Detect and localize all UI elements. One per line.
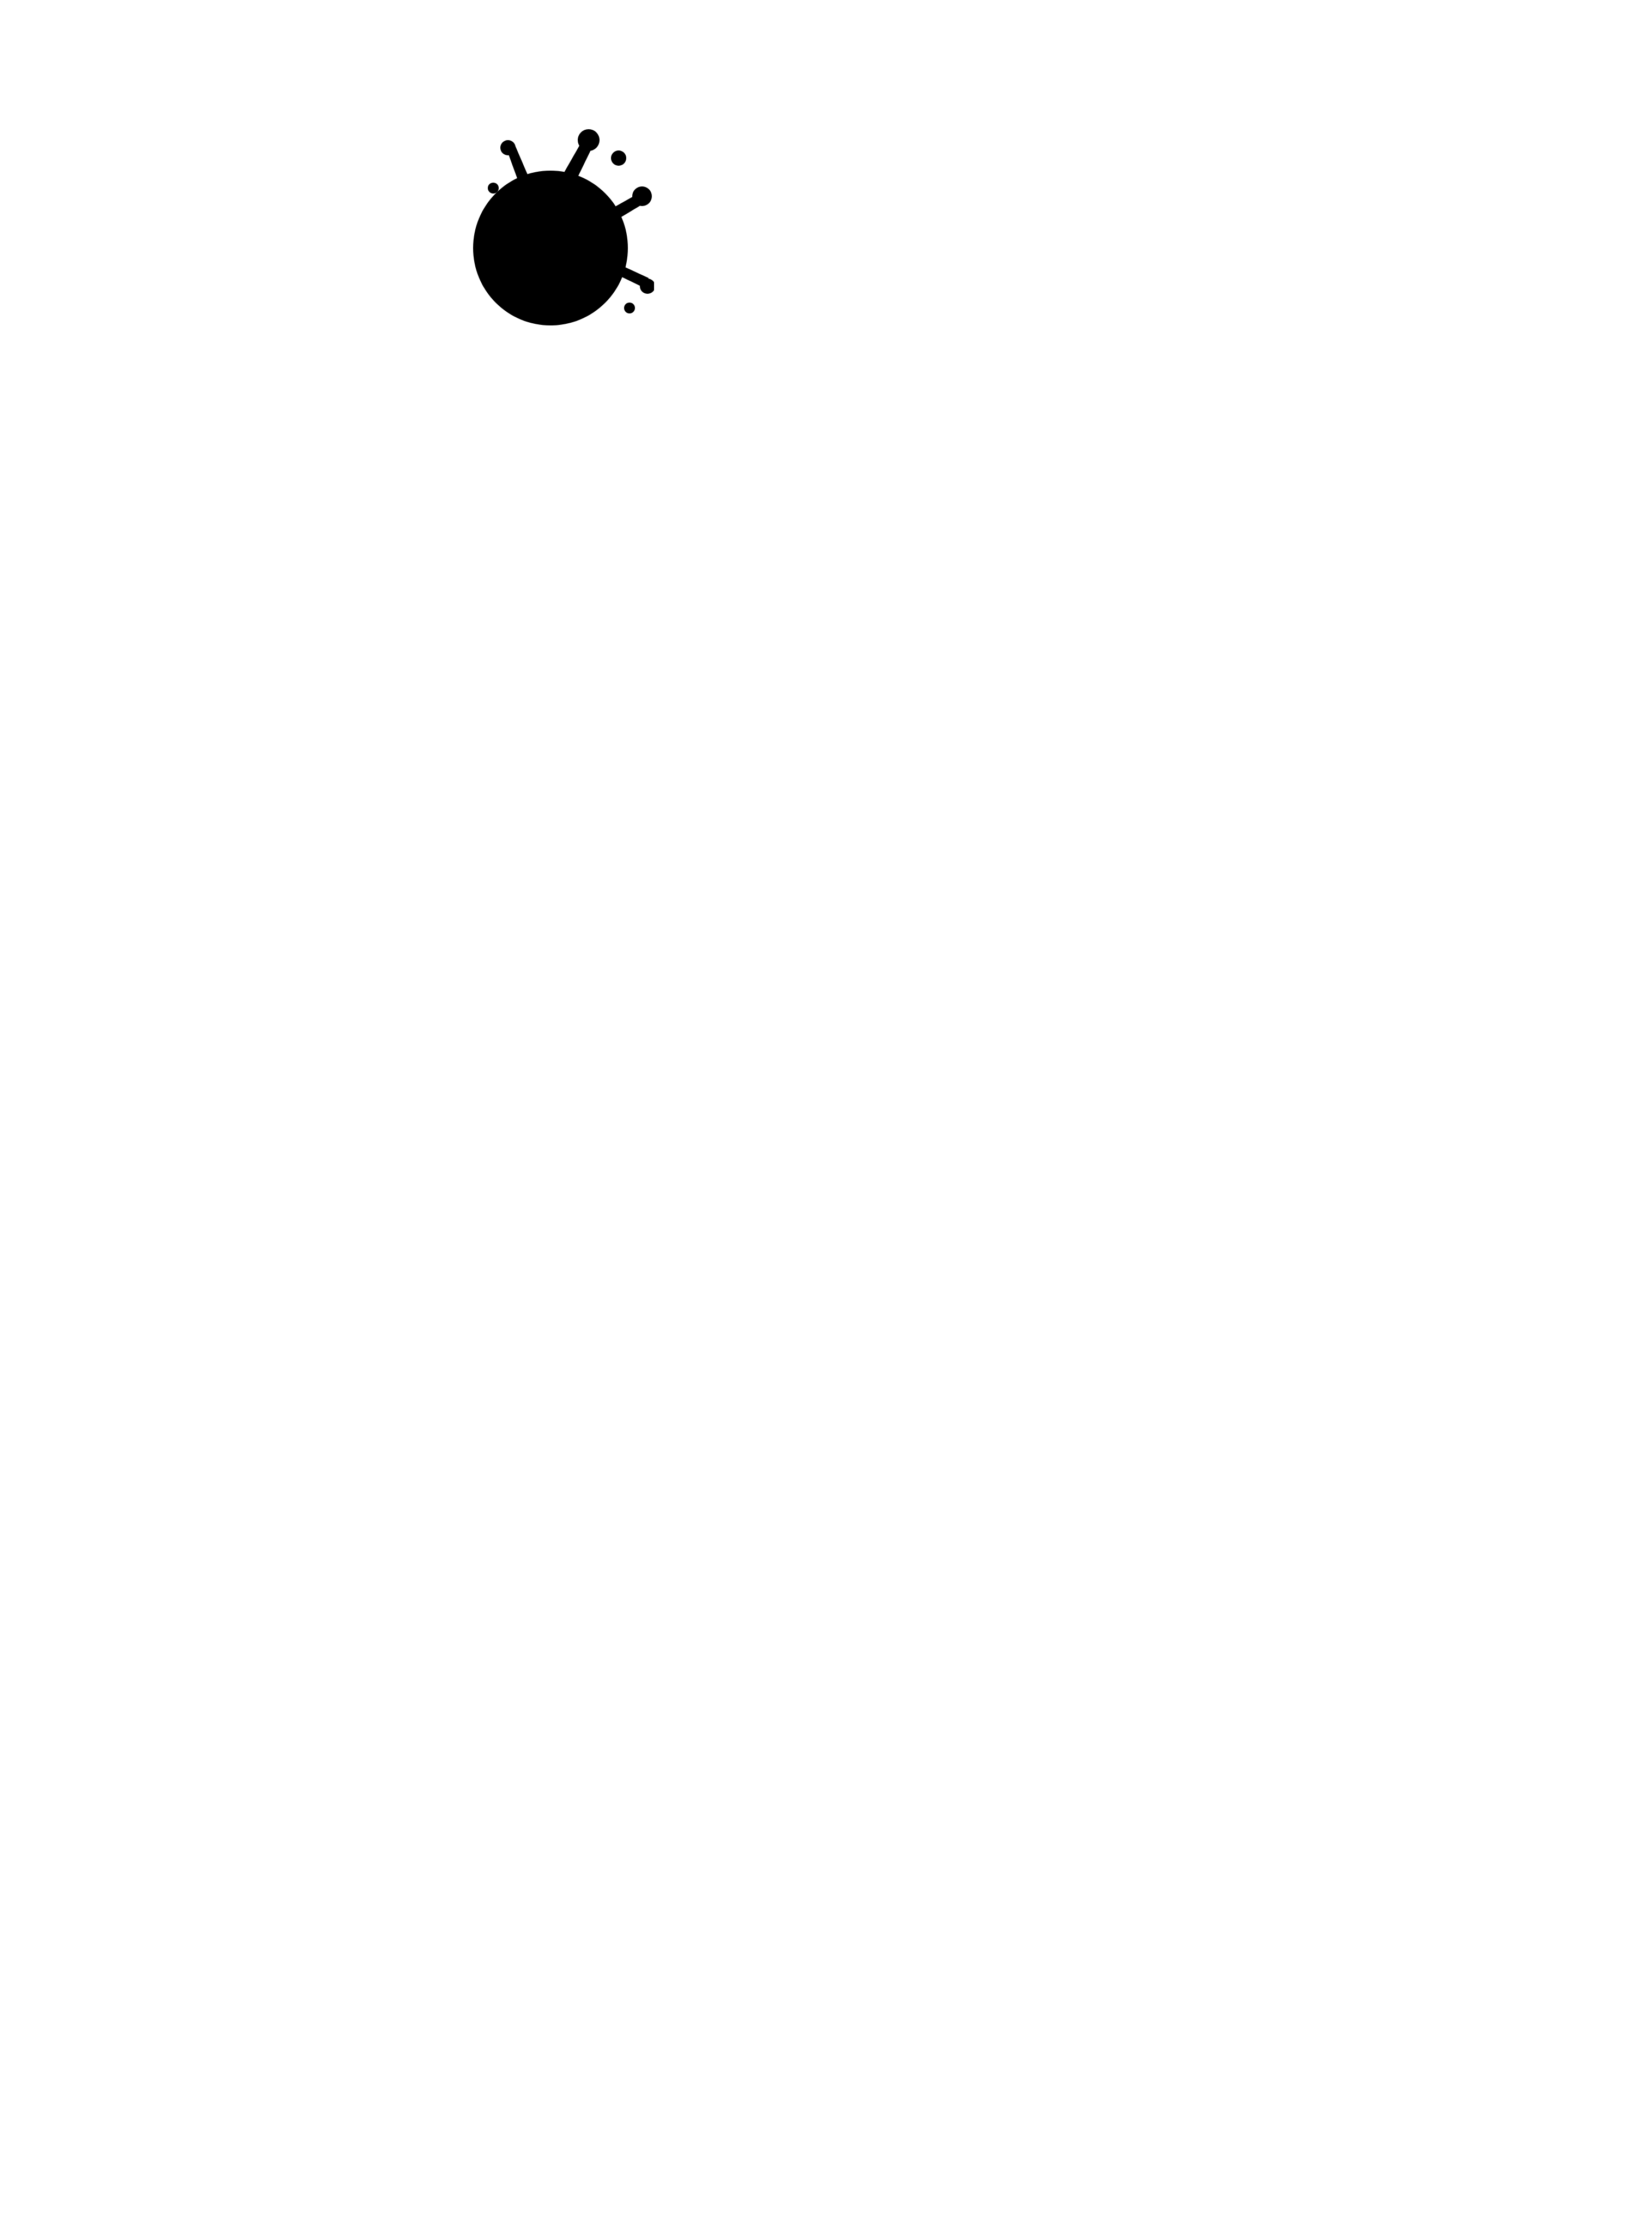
brutto-frame — [1050, 480, 1376, 1088]
section-format-brutto — [63, 919, 733, 921]
safe-margin-frame — [1064, 1307, 1358, 1852]
splash-icon — [425, 128, 654, 346]
diagram-top-spiral — [1036, 1237, 1384, 1875]
safe-margin-frame — [1085, 502, 1293, 1048]
legend-netto — [709, 2046, 1581, 2079]
section-divider — [63, 1785, 709, 1789]
top-bar — [0, 0, 1652, 24]
section-margines — [63, 1385, 733, 1387]
section-format-pliku — [63, 1880, 733, 1882]
section-format-netto — [63, 444, 733, 446]
netto-frame — [1056, 1266, 1366, 1858]
section-spad — [63, 643, 733, 645]
legend-margin — [709, 2104, 1581, 2137]
diagram-side-spiral — [1025, 474, 1384, 1096]
legend-brutto-swatch — [1175, 1996, 1581, 2015]
brutto-frame — [1048, 1258, 1374, 1865]
legend-margin-dots — [1175, 2109, 1581, 2133]
legend-brutto — [709, 1990, 1581, 2022]
legend-netto-swatch — [1175, 2053, 1581, 2071]
netto-frame — [1058, 488, 1369, 1080]
piga-logo[interactable] — [49, 46, 610, 303]
